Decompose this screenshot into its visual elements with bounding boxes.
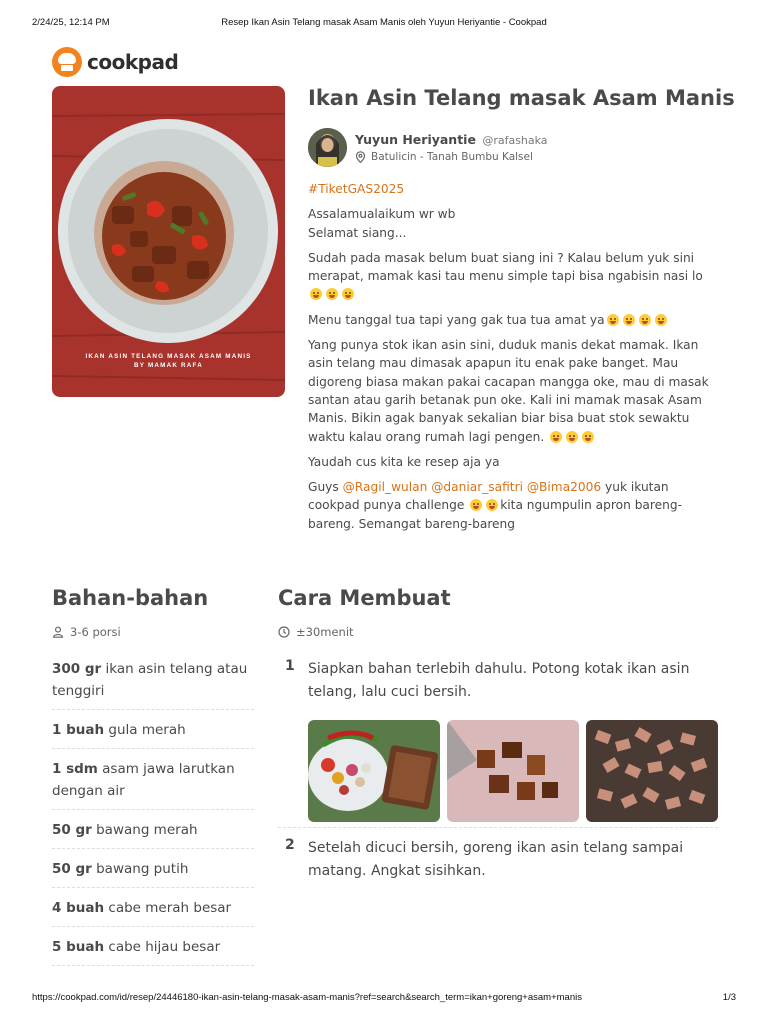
ingredient-item: 4 buah cabe merah besar [52,893,254,927]
ingredient-item: 300 gr ikan asin telang atau tenggiri [52,654,254,710]
sad-emoji-icon [655,314,667,326]
chef-hat-icon [52,47,82,77]
mention-link[interactable]: @daniar_safitri [431,480,523,495]
steps-heading: Cara Membuat [278,586,451,610]
smile-emoji-icon [566,431,578,443]
author-name[interactable]: Yuyun Heriyantie @rafashaka [355,132,548,147]
step-text: Siapkan bahan terlebih dahulu. Potong kotak ikan asin telang, lalu cuci bersih. [308,661,690,700]
grin-emoji-icon [326,288,338,300]
mention-link[interactable]: @Bima2006 [526,480,602,495]
ingredient-item: 50 gr bawang putih [52,854,254,888]
hero-caption: IKAN ASIN TELANG MASAK ASAM MANIS BY MAMAK RAFA [85,353,252,369]
hashtag-link[interactable]: #TiketGAS2025 [308,182,405,196]
ingredients-heading: Bahan-bahan [52,586,209,610]
smile-emoji-icon [582,431,594,443]
sad-emoji-icon [623,314,635,326]
logo-wordmark: cookpad [87,50,179,74]
step-photo[interactable] [586,720,718,822]
step-number: 1 [285,658,295,674]
author-info[interactable] [308,128,708,168]
step-photo[interactable] [308,720,440,822]
cookpad-logo[interactable] [52,47,178,77]
print-title: Resep Ikan Asin Telang masak Asam Manis oleh Yuyun Heriyantie - Cookpad [221,17,547,28]
step-images [308,720,718,822]
grin-emoji-icon [342,288,354,300]
sad-emoji-icon [607,314,619,326]
location-pin-icon [355,151,366,163]
print-date: 2/24/25, 12:14 PM [32,17,110,28]
clock-icon [278,626,290,638]
print-header [32,17,736,31]
ingredients-list [52,654,254,971]
sad-emoji-icon [639,314,651,326]
ingredient-item: 50 gr bawang merah [52,815,254,849]
recipe-title: Ikan Asin Telang masak Asam Manis [308,86,735,110]
sweat-smile-emoji-icon [470,499,482,511]
servings: 3-6 porsi [52,625,121,639]
ingredient-item: 5 buah cabe hijau besar [52,932,254,966]
avatar[interactable] [308,128,347,167]
print-url: https://cookpad.com/id/resep/24446180-ikan-asin-telang-masak-asam-manis?ref=search&search_term=ikan+goreng+asam+manis [32,992,582,1003]
sweat-smile-emoji-icon [486,499,498,511]
person-icon [52,626,64,638]
smile-emoji-icon [550,431,562,443]
author-handle[interactable]: @rafashaka [482,134,548,147]
author-location: Batulicin - Tanah Bumbu Kalsel [355,151,533,163]
step-photo[interactable] [447,720,579,822]
cook-time: ±30menit [278,625,354,639]
grin-emoji-icon [310,288,322,300]
step-text: Setelah dicuci bersih, goreng ikan asin telang sampai matang. Angkat sisihkan. [308,840,684,879]
step-number: 2 [285,837,295,853]
mention-link[interactable]: @Ragil_wulan [342,480,428,495]
step-divider [278,827,718,828]
print-footer [32,992,736,1006]
ingredient-item: 1 buah gula merah [52,715,254,749]
recipe-description: #TiketGAS2025 Assalamualaikum wr wb Selamat siang... Sudah pada masak belum buat siang ini ? Kalau belum yuk sini merapat, mamak kasi tau menu simple tapi bisa ngabisin nasi lo Menu tanggal tua tapi yang gak tua tua amat ya Yang punya stok ikan asin sini, duduk manis dekat mamak. Ikan asin telang mau dimasak apapun itu enak pake banget. Mau digoreng biasa makan pakai cacapan mangga oke, mau di masak santan atau garih betanak pun oke. Kali ini mamak masak Asam Manis. Bikin agak banyak sekalian biar bisa buat stok sewaktu waktu kalau orang rumah lagi pengen. Yaudah cus kita ke resep aja ya Guys @Ragil_wulan @daniar_safitri @Bima2006 yuk ikutan cookpad punya challenge kita ngumpulin apron bareng-bareng. Semangat bareng-bareng [308,182,709,531]
print-page-number: 1/3 [722,992,736,1003]
ingredient-item: 1 sdm asam jawa larutkan dengan air [52,754,254,810]
recipe-hero-image [52,86,285,397]
